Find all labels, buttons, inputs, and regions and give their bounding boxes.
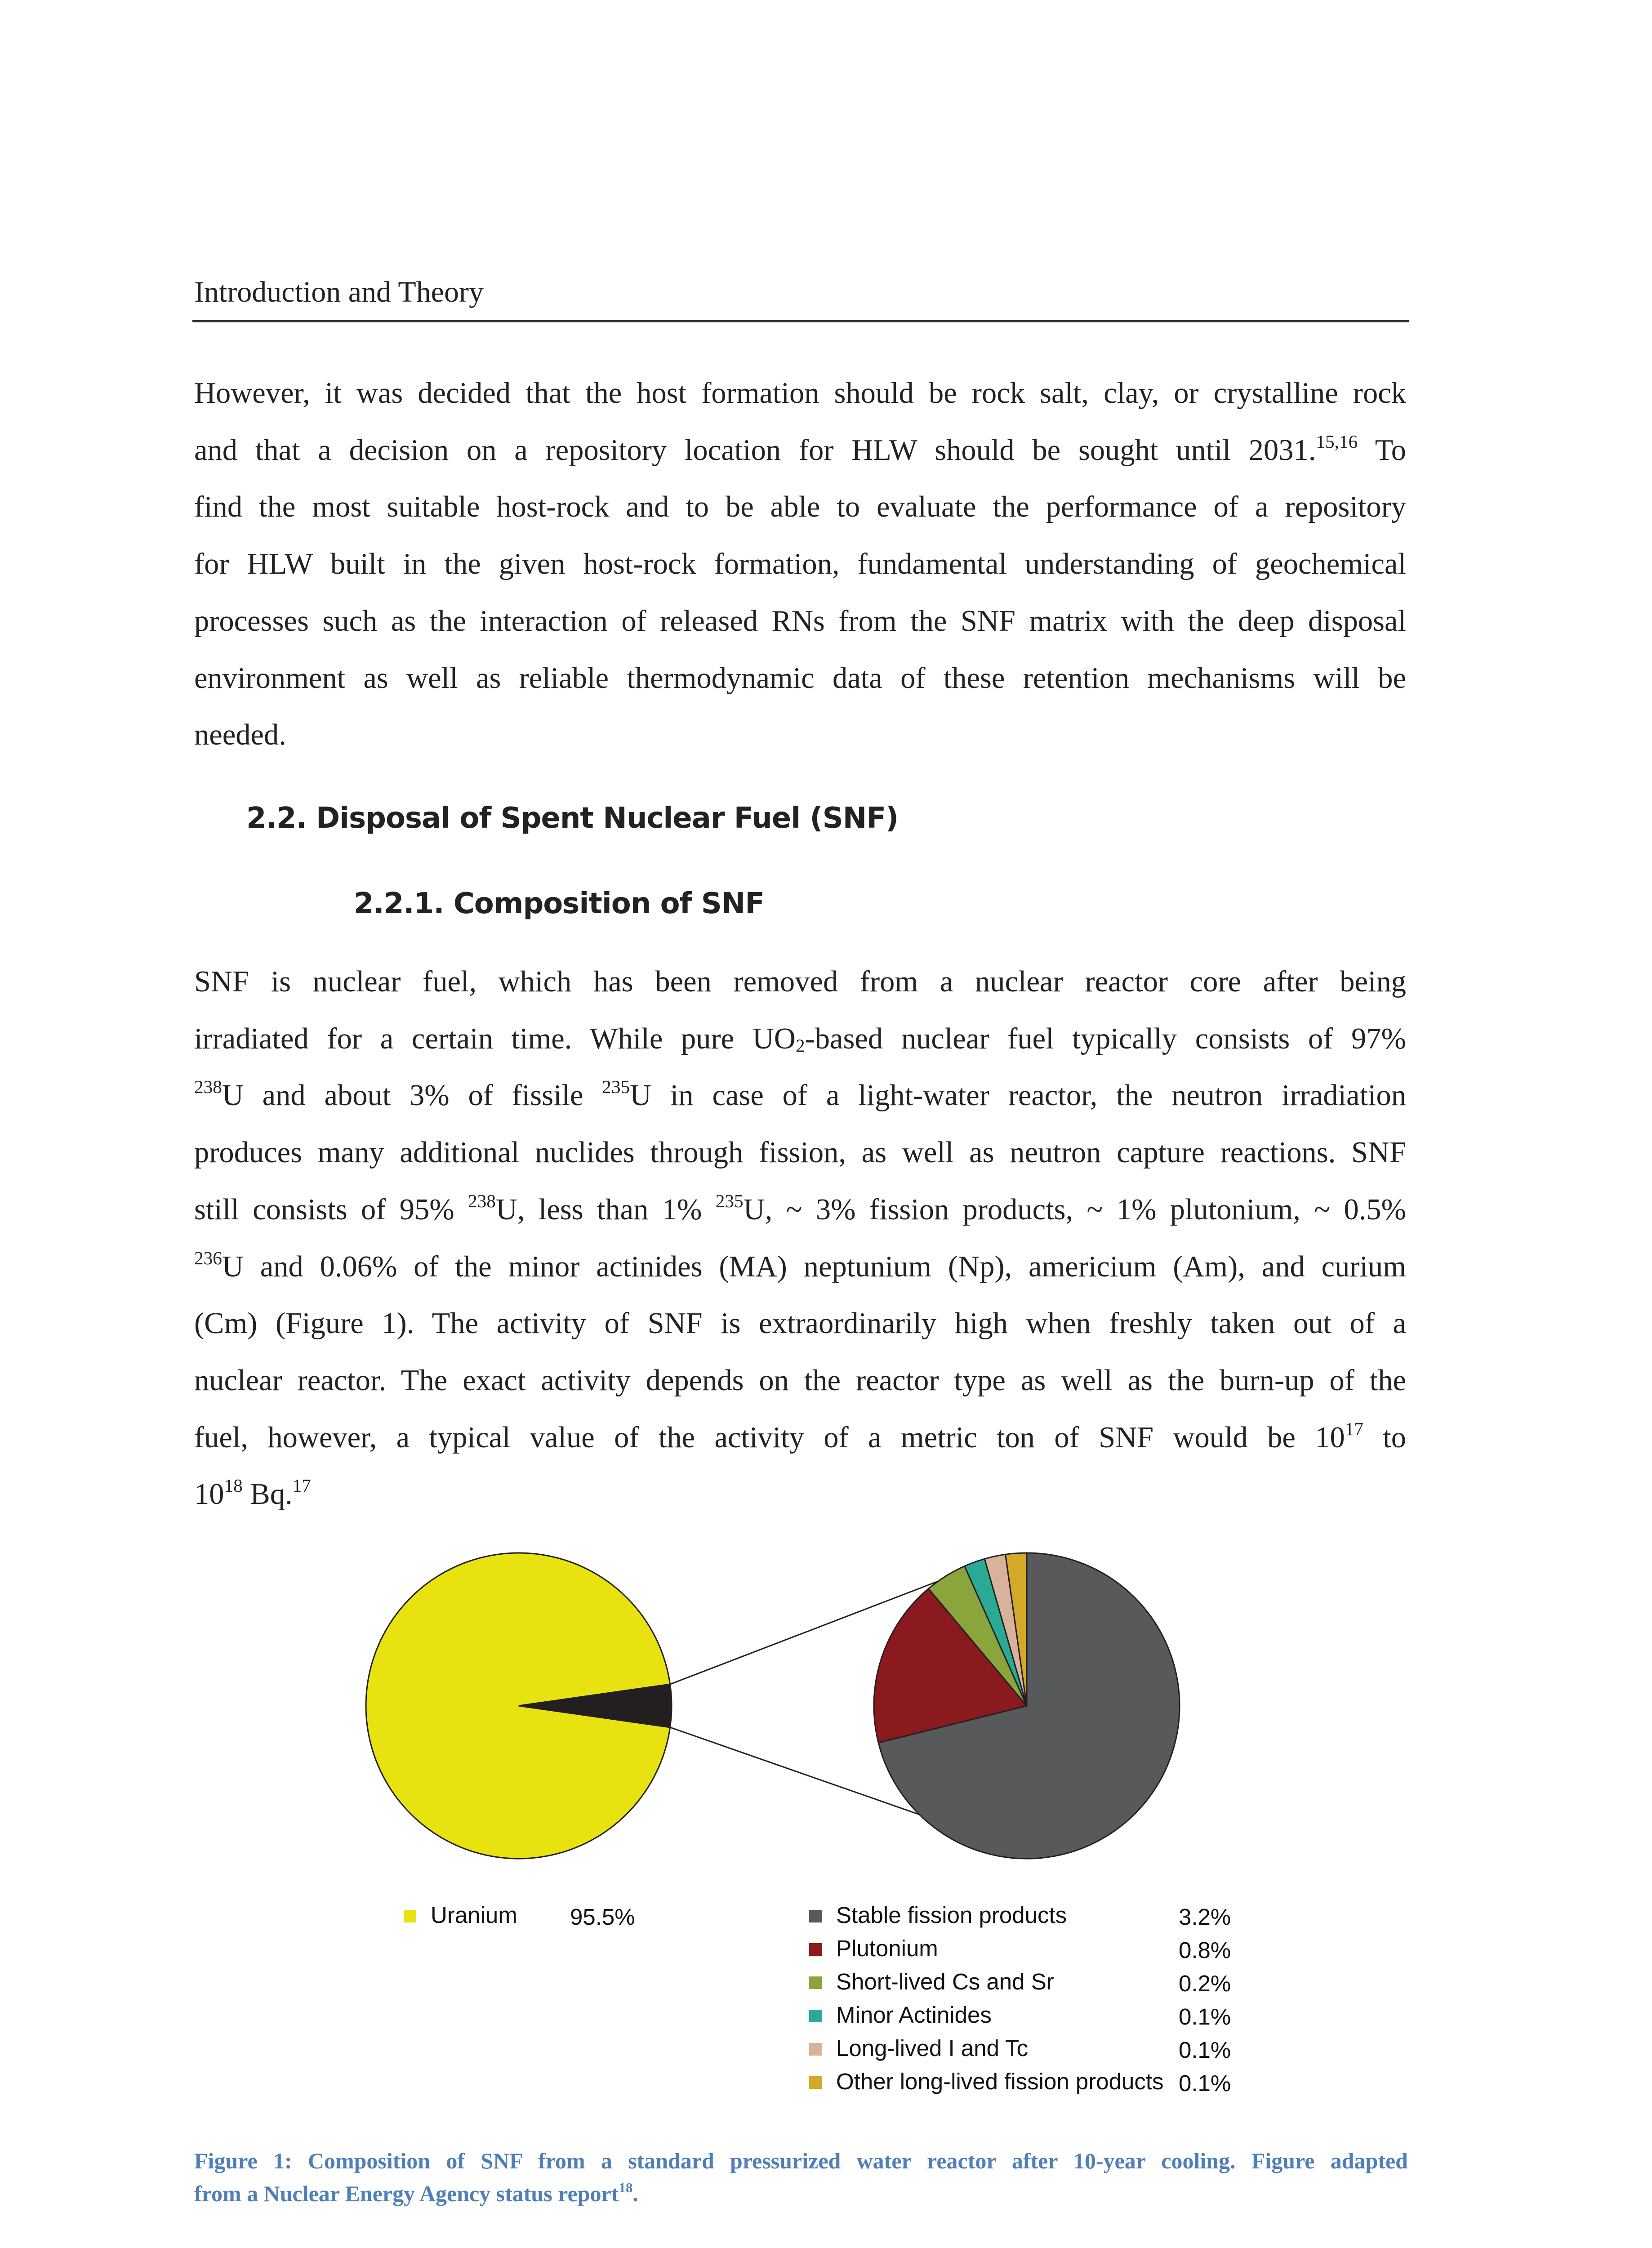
text-line: still consists of 95% $^{238}$U, less than 1% $^{235}$U, ~ 3% fission products, ~ 1% plutonium, ~ 0.5%	[194, 1191, 1406, 1226]
legend-swatch	[404, 1910, 416, 1922]
legend-value: 3.2%	[1179, 1904, 1231, 1930]
text-line: $10^{18}$ Bq.$^{17}$	[194, 1475, 311, 1511]
text-line: processes such as the interaction of released RNs from the SNF matrix with the deep disposal	[194, 604, 1406, 638]
text-line: $^{238}$U and about 3% of fissile $^{235}$U in case of a light-water reactor, the neutron irradiation	[194, 1076, 1406, 1112]
text-line: (Cm) (Figure 1). The activity of SNF is extraordinarily high when freshly taken out of a	[194, 1307, 1406, 1340]
text-line: SNF is nuclear fuel, which has been removed from a nuclear reactor core after being	[194, 965, 1406, 998]
legend-overall	[404, 1902, 718, 1938]
legend-value: 0.8%	[1179, 1937, 1231, 1963]
legend-swatch	[809, 1910, 822, 1922]
legend-label: Plutonium	[836, 1936, 938, 1961]
legend-swatch	[809, 2010, 822, 2022]
legend-value: 0.1%	[1179, 2004, 1231, 2029]
text-line: fuel, however, a typical value of the activity of a metric ton of SNF would be $10^{17}$ to	[194, 1418, 1406, 1454]
intro-paragraph	[194, 365, 1406, 764]
text-line: However, it was decided that the host formation should be rock salt, clay, or crystalline rock	[194, 377, 1406, 410]
legend-value: 95.5%	[570, 1904, 635, 1930]
pie-chart-breakdown	[874, 1553, 1180, 1859]
running-head: Introduction and Theory	[194, 276, 484, 308]
legend-swatch	[809, 2043, 822, 2056]
legend-swatch	[809, 1943, 822, 1956]
text-line: find the most suitable host-rock and to be able to evaluate the performance of a repository	[194, 491, 1406, 524]
caption-line: from a Nuclear Energy Agency status report$^{18}$.	[194, 2179, 638, 2206]
caption-line: Figure 1: Composition of SNF from a standard pressurized water reactor after 10-year cooling. Figure adapted	[194, 2148, 1408, 2173]
text-line: irradiated for a certain time. While pure $UO_2$-based nuclear fuel typically consists of 97%	[194, 1022, 1406, 1056]
figure-caption	[194, 2145, 1408, 2210]
text-line: for HLW built in the given host-rock formation, fundamental understanding of geochemical	[194, 548, 1406, 581]
text-line: nuclear reactor. The exact activity depends on the reactor type as well as the burn-up of the	[194, 1364, 1406, 1397]
legend-label: Long-lived I and Tc	[836, 2035, 1029, 2061]
pie-chart-overall	[366, 1553, 672, 1859]
legend-label: Other long-lived fission products	[836, 2069, 1164, 2094]
citation: 15,16	[1316, 431, 1358, 452]
text-line: needed.	[194, 718, 286, 752]
legend-breakdown	[809, 1902, 1259, 2109]
legend-value: 0.1%	[1179, 2037, 1231, 2063]
text-line: $^{236}$U and 0.06% of the minor actinides (MA) neptunium (Np), americium (Am), and curium	[194, 1247, 1406, 1283]
section-heading: 2.2. Disposal of Spent Nuclear Fuel (SNF)	[246, 802, 899, 835]
legend-swatch	[809, 1976, 822, 1989]
legend-value: 0.1%	[1179, 2070, 1231, 2096]
legend-label: Uranium	[431, 1902, 517, 1928]
text-line: and that a decision on a repository location for HLW should be sought until 2031.$^{15,16}$ To	[194, 431, 1406, 467]
legend-label: Short-lived Cs and Sr	[836, 1969, 1054, 1994]
text-line: environment as well as reliable thermodynamic data of these retention mechanisms will be	[194, 661, 1406, 695]
legend-label: Stable fission products	[836, 1902, 1067, 1928]
subsection-heading: 2.2.1. Composition of SNF	[354, 887, 765, 920]
legend-swatch	[809, 2076, 822, 2089]
legend-label: Minor Actinides	[836, 2002, 992, 2028]
header-rule	[192, 320, 1409, 322]
legend-value: 0.2%	[1179, 1971, 1231, 1996]
text-line: produces many additional nuclides through fission, as well as neutron capture reactions. SNF	[194, 1136, 1406, 1169]
snf-paragraph	[194, 954, 1406, 1523]
